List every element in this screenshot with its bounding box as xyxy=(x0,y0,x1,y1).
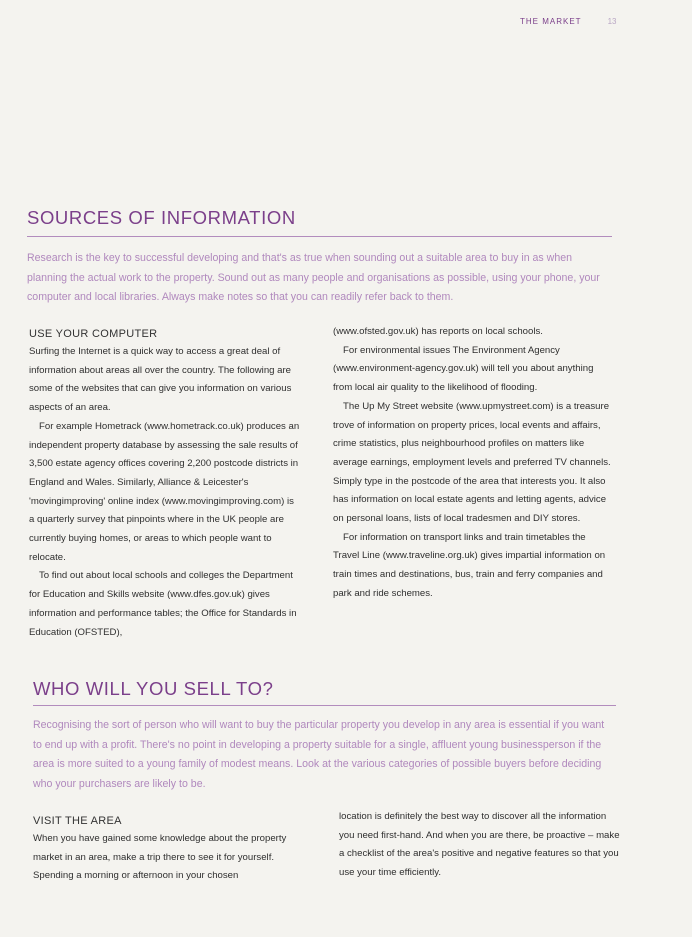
sources-paragraph: Surfing the Internet is a quick way to access a great deal of information about areas all over the country. The following are some of the websites that can give you information on various aspects of an area. xyxy=(29,346,292,414)
sources-intro: Research is the key to successful developing and that's as true when sounding out a suitable area to buy in as when planning the actual work to the property. Sound out as many people and organisations as possible, using your phone, your computer and local libraries. Always make notes so that you can readily refer back to them. xyxy=(27,252,600,303)
sell-left-column xyxy=(33,812,307,886)
visit-the-area-heading: VISIT THE AREA xyxy=(33,815,122,827)
sources-paragraph: (www.ofsted.gov.uk) has reports on local schools. xyxy=(333,326,543,337)
page-number: 13 xyxy=(607,17,617,26)
sell-paragraph: When you have gained some knowledge about the property market in an area, make a trip there to see it for yourself. Spending a morning or afternoon in your chosen xyxy=(33,833,287,882)
sources-paragraph: For example Hometrack (www.hometrack.co.uk) produces an independent property database by assessing the sale results of 3,500 estate agency offices covering 2,200 postcode districts in England and Wales. Similarly, Alliance & Leicester's 'movingimproving' online index (www.movingimproving.com) is a quarterly survey that pinpoints where in the UK people are currently buying homes, or areas to which people want to relocate. xyxy=(29,420,300,563)
sell-title: WHO WILL YOU SELL TO? xyxy=(33,678,274,699)
sources-title: SOURCES OF INFORMATION xyxy=(27,207,296,228)
sell-rule xyxy=(33,705,616,706)
running-head-section: THE MARKET xyxy=(520,17,582,26)
sell-paragraph: location is definitely the best way to discover all the information you need first-hand. And when you are there, be proactive – make a checklist of the area's positive and negative features so that you use your time efficiently. xyxy=(339,811,620,879)
running-head xyxy=(520,17,660,26)
use-your-computer-heading: USE YOUR COMPUTER xyxy=(29,328,158,340)
sources-paragraph: To find out about local schools and colleges the Department for Education and Skills website (www.dfes.gov.uk) gives information and performance tables; the Office for Standards in Education (OFSTED), xyxy=(29,570,297,638)
sell-right-column xyxy=(339,808,621,883)
sources-rule xyxy=(27,236,612,237)
sources-paragraph: The Up My Street website (www.upmystreet.com) is a treasure trove of information on property prices, local events and affairs, crime statistics, plus neighbourhood profiles on matters like average earnings, employment levels and preferred TV channels. Simply type in the postcode of the area that interests you. It also has information on local estate agents and letting agents, advice on personal loans, lists of local tradesmen and DIY stores. xyxy=(333,400,611,525)
sources-paragraph: For environmental issues The Environment Agency (www.environment-agency.gov.uk) will tell you about anything from local air quality to the likelihood of flooding. xyxy=(333,344,594,394)
sell-intro: Recognising the sort of person who will want to buy the particular property you develop in any area is essential if you want to end up with a profit. There's no point in developing a property suitable for a single, affluent young businessperson if the area is more suited to a young family of modest means. Look at the various categories of possible buyers before deciding who your purchasers are likely to be. xyxy=(33,719,605,790)
sources-paragraph: For information on transport links and train timetables the Travel Line (www.traveline.org.uk) gives impartial information on train times and destinations, bus, train and ferry companies and park and ride schemes. xyxy=(333,531,606,599)
sources-right-column xyxy=(333,323,613,604)
sources-left-column xyxy=(29,325,301,642)
